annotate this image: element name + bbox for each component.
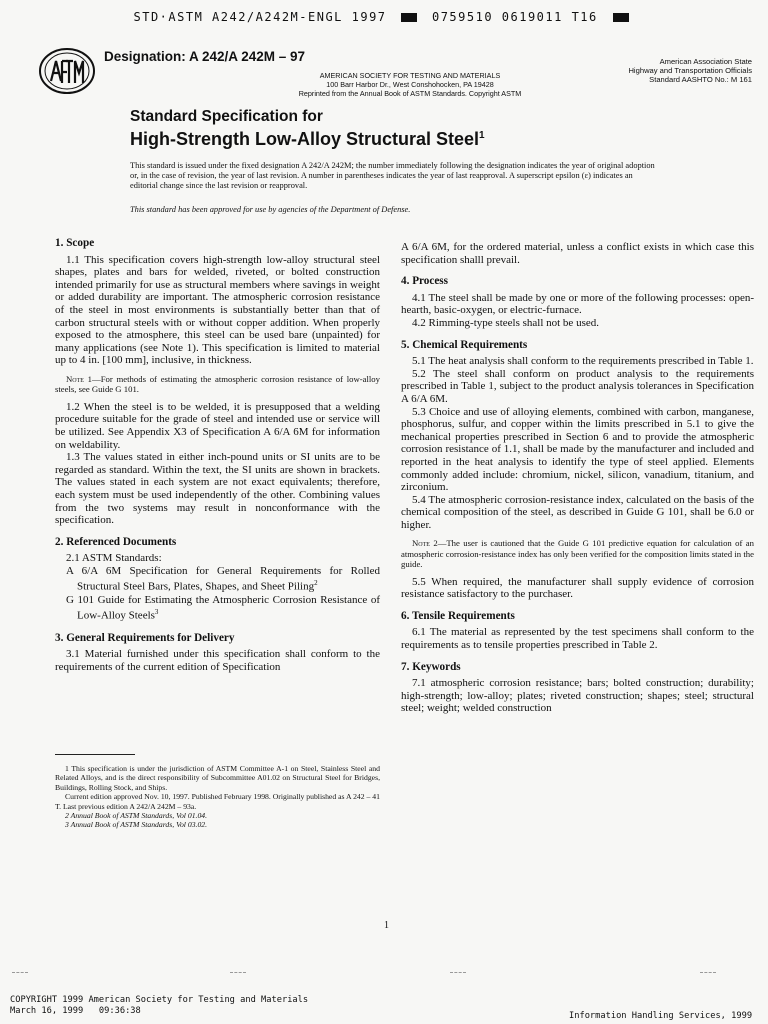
approved-note: This standard has been approved for use by agencies of the Department of Defense.: [130, 205, 411, 214]
footnote: Current edition approved Nov. 10, 1997. Published February 1998. Originally published as A 242 – 41 T. Last previous edition A 242/A 242M – 93a.: [55, 792, 380, 811]
note-2: [401, 538, 754, 569]
note-1: [55, 374, 380, 395]
paragraph: 5.2 The steel shall conform on product analysis to the requirements prescribed in Table 1, subject to the product analysis tolerances in Specification A 6/A 6M.: [401, 367, 754, 405]
left-column: [55, 237, 380, 673]
footnote-mark: 2: [314, 579, 318, 588]
aashto-line: Standard AASHTO No.: M 161: [649, 75, 752, 84]
publisher-block: [286, 71, 534, 98]
copyright-footer: [10, 995, 308, 1016]
paragraph: 6.1 The material as represented by the test specimens shall conform to the requirements as to tensile properties prescribed in Table 2.: [401, 626, 754, 652]
right-column: [401, 241, 754, 715]
reference-item: [55, 565, 380, 594]
note-label: Note 1: [66, 373, 93, 384]
section-heading: 6. Tensile Requirements: [401, 609, 515, 622]
note-text: —For methods of estimating the atmospheric corrosion resistance of low-alloy steels, see Guide G 101.: [55, 373, 380, 395]
title-text: High-Strength Low-Alloy Structural Steel: [130, 129, 480, 149]
paragraph: 5.4 The atmospheric corrosion-resistance index, calculated on the basis of the chemical composition of the steel, as described in Guide G 101, shall be 6.0 or higher.: [401, 493, 754, 531]
footnote-rule: [55, 754, 135, 755]
document-title: [130, 108, 485, 149]
paragraph: 5.5 When required, the manufacturer shall supply evidence of corrosion resistance satisfactory to the purchaser.: [401, 575, 754, 601]
paragraph: 5.1 The heat analysis shall conform to the requirements prescribed in Table 1.: [412, 355, 754, 368]
paragraph: 1.2 When the steel is to be welded, it is presupposed that a welding procedure suitable for the grade of steel and intended use or service will be utilized. See Appendix X3 of Specification A 6/A 6M for information on weldability.: [55, 400, 380, 451]
footnote: 3 Annual Book of ASTM Standards, Vol 03.02.: [65, 820, 208, 830]
copyright-line: COPYRIGHT 1999 American Society for Testing and Materials: [10, 995, 309, 1005]
document-code-header: [0, 10, 768, 24]
paragraph: 5.3 Choice and use of alloying elements, combined with carbon, manganese, phosphorus, sulfur, and copper within the limits prescribed in 5.1 to give the mechanical properties prescribed in Section 6 and to provide the atmospheric corrosion resistance of 1.1, shall be made by the manufacturer and included and reported in the heat analysis to identify the type of steel applied. Elements commonly added include: chromium, nickel, silicon, vanadium, titanium, and zirconium.: [401, 405, 754, 494]
page-number: 1: [384, 920, 389, 931]
section-heading: 2. Referenced Documents: [55, 535, 177, 548]
paragraph: 2.1 ASTM Standards:: [66, 552, 162, 565]
scan-mark: [700, 972, 716, 973]
ihs-footer: Information Handling Services, 1999: [569, 1011, 753, 1021]
footnote: 1 This specification is under the jurisdiction of ASTM Committee A-1 on Steel, Stainless Steel and Related Alloys, and is the direct responsibility of Subcommittee A01.02 on Structural Steel for Bridges, Buildings, Rolling Stock, and Ships.: [55, 764, 380, 792]
black-block-mark: [613, 13, 629, 22]
section-heading: 3. General Requirements for Delivery: [55, 631, 235, 644]
publisher-line: Reprinted from the Annual Book of ASTM Standards. Copyright ASTM: [298, 89, 522, 98]
paragraph: 7.1 atmospheric corrosion resistance; bars; bolted construction; durability; high-strength; low-alloy; plates; riveted construction; shapes; steel; structural steel; weight; welded construction: [401, 677, 754, 715]
publisher-line: AMERICAN SOCIETY FOR TESTING AND MATERIALS: [319, 71, 501, 80]
astm-logo-icon: [38, 47, 96, 95]
section-heading: 7. Keywords: [401, 660, 461, 673]
title-line-2: [130, 126, 485, 149]
section-heading: 4. Process: [401, 275, 449, 288]
aashto-line: Highway and Transportation Officials: [628, 66, 752, 75]
scan-mark: [230, 972, 246, 973]
title-footnote-mark: 1: [479, 130, 485, 141]
title-line-1: Standard Specification for: [130, 108, 323, 125]
issued-note: This standard is issued under the fixed designation A 242/A 242M; the number immediately following the designation indicates the year of original adoption or, in the case of revision, the year of last revision. A number in parentheses indicates the year of last reapproval. A superscript epsilon (ε) indicates an editorial change since the last revision or reapproval.: [130, 161, 655, 191]
aashto-line: American Association State: [659, 57, 752, 66]
publisher-line: 100 Barr Harbor Dr., West Conshohocken, PA 19428: [326, 80, 494, 89]
section-heading: 5. Chemical Requirements: [401, 338, 528, 351]
timestamp-line: March 16, 1999 09:36:38: [10, 1005, 141, 1016]
paragraph: 1.1 This specification covers high-strength low-alloy structural steel shapes, plates and bars for welded, riveted, or bolted construction intended primarily for use as structural members where savings in weight or added durability are important. The atmospheric corrosion resistance of the steel in most environments is substantially better than that of carbon structural steels with or without copper addition. When properly exposed to the atmosphere, this steel can be used bare (unpainted) for many applications (see Note 1). This specification is limited to material up to 4 in. [100 mm], inclusive, in thickness.: [55, 253, 380, 367]
black-block-mark: [401, 13, 417, 22]
document-code-left: STD·ASTM A242/A242M-ENGL 1997: [133, 10, 387, 24]
footnotes: [55, 764, 380, 830]
paragraph: 4.2 Rimming-type steels shall not be used.: [412, 316, 599, 329]
paragraph: 1.3 The values stated in either inch-pound units or SI units are to be regarded as standard. Within the text, the SI units are shown in brackets. The values stated in each system are not exact equivalents; therefore, each system must be used independently of the other. Combining values from the two systems may result in nonconformance with the specification.: [55, 451, 380, 527]
paragraph: 3.1 Material furnished under this specification shall conform to the requirements of the current edition of Specification: [55, 648, 380, 673]
paragraph: 4.1 The steel shall be made by one or more of the following processes: open-hearth, basic-oxygen, or electric-furnace.: [401, 291, 754, 317]
reference-text: A 6/A 6M Specification for General Requirements for Rolled Structural Steel Bars, Plates, Shapes, and Sheet Piling: [66, 564, 380, 594]
reference-text: G 101 Guide for Estimating the Atmospheric Corrosion Resistance of Low-Alloy Steels: [66, 593, 380, 622]
document-code-right: 0759510 0619011 T16: [431, 10, 598, 24]
scan-mark: [12, 972, 28, 973]
designation: Designation: A 242/A 242M – 97: [104, 49, 306, 64]
paragraph: A 6/A 6M, for the ordered material, unless a conflict exists in which case this specification shalll prevail.: [401, 241, 754, 266]
aashto-block: [572, 57, 752, 84]
note-label: Note 2: [412, 538, 438, 549]
scan-mark: [450, 972, 466, 973]
footnote: 2 Annual Book of ASTM Standards, Vol 01.04.: [65, 811, 208, 821]
footnote-mark: 3: [154, 608, 159, 617]
reference-item: [55, 594, 380, 623]
note-text: —The user is cautioned that the Guide G 101 predictive equation for calculation of an atmospheric corrosion-resistance index has only been verified for the composition limits stated in the guide.: [401, 538, 755, 570]
section-heading: 1. Scope: [55, 237, 95, 249]
